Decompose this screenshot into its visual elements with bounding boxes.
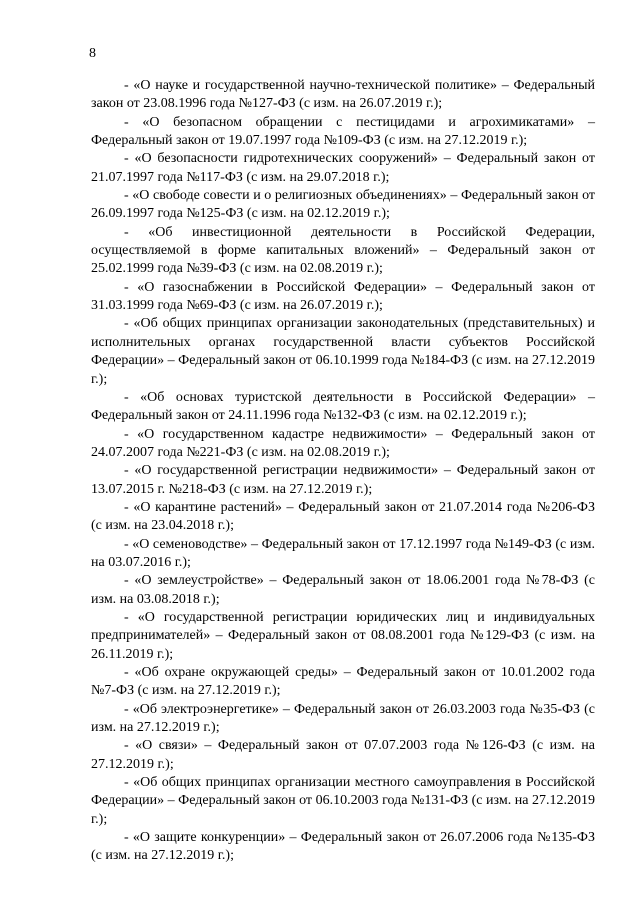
list-item: - «О землеустройстве» – Федеральный закон от 18.06.2001 года №78-ФЗ (с изм. на 03.08.2018 г.);: [91, 573, 595, 607]
list-item: - «О карантине растений» – Федеральный закон от 21.07.2014 года №206-ФЗ (с изм. на 23.04.2018 г.);: [91, 499, 595, 534]
list-item: - «О государственном кадастре недвижимости» – Федеральный закон от 24.07.2007 года №221-ФЗ (с изм. на 02.08.2019 г.);: [91, 426, 595, 460]
list-item: - «Об электроэнергетике» – Федеральный закон от 26.03.2003 года №35-ФЗ (с изм. на 27.12.2019 г.);: [91, 701, 595, 736]
list-item: - «О защите конкуренции» – Федеральный закон от 26.07.2006 года №135-ФЗ (с изм. на 27.12.2019 г.);: [91, 830, 595, 864]
list-item: - «О связи» – Федеральный закон от 07.07.2003 года №126-ФЗ (с изм. на 27.12.2019 г.);: [91, 738, 595, 772]
list-item: - «О безопасном обращении с пестицидами и агрохимикатами» – Федеральный закон от 19.07.1997 года №109-ФЗ (с изм. на 27.12.2019 г.);: [91, 114, 595, 149]
list-item: - «О государственной регистрации юридических лиц и индивидуальных предпринимателей» – Федеральный закон от 08.08.2001 года №129-ФЗ (с изм. на 26.11.2019 г.);: [91, 609, 595, 662]
law-list: [91, 77, 595, 866]
list-item: - «Об основах туристской деятельности в Российской Федерации» – Федеральный закон от 24.11.1996 года №132-ФЗ (с изм. на 02.12.2019 г.);: [91, 389, 595, 424]
list-item: - «О безопасности гидротехнических сооружений» – Федеральный закон от 21.07.1997 года №117-ФЗ (с изм. на 29.07.2018 г.);: [91, 151, 595, 185]
list-item: - «Об общих принципах организации законодательных (представительных) и исполнительных органах государственной власти субъектов Российской Федерации» – Федеральный закон от 06.10.1999 года №184-ФЗ (с изм. на 27.12.2019 г.);: [91, 316, 595, 387]
list-item: - «О свободе совести и о религиозных объединениях» – Федеральный закон от 26.09.1997 года №125-ФЗ (с изм. на 02.12.2019 г.);: [91, 188, 595, 222]
list-item: - «Об инвестиционной деятельности в Российской Федерации, осуществляемой в форме капитальных вложений» – Федеральный закон от 25.02.1999 года №39-ФЗ (с изм. на 02.08.2019 г.);: [91, 224, 595, 277]
list-item: - «О государственной регистрации недвижимости» – Федеральный закон от 13.07.2015 г. №218-ФЗ (с изм. на 27.12.2019 г.);: [91, 463, 595, 497]
page-number: 8: [89, 46, 96, 61]
list-item: - «О науке и государственной научно-технической политике» – Федеральный закон от 23.08.1996 года №127-ФЗ (с изм. на 26.07.2019 г.);: [91, 78, 595, 112]
list-item: - «О газоснабжении в Российской Федерации» – Федеральный закон от 31.03.1999 года №69-ФЗ (с изм. на 26.07.2019 г.);: [91, 279, 595, 314]
list-item: - «Об общих принципах организации местного самоуправления в Российской Федерации» – Федеральный закон от 06.10.2003 года №131-ФЗ (с изм. на 27.12.2019 г.);: [91, 775, 595, 827]
list-item: - «О семеноводстве» – Федеральный закон от 17.12.1997 года №149-ФЗ (с изм. на 03.07.2016 г.);: [91, 536, 595, 570]
list-item: - «Об охране окружающей среды» – Федеральный закон от 10.01.2002 года №7-ФЗ (с изм. на 27.12.2019 г.);: [91, 665, 595, 699]
